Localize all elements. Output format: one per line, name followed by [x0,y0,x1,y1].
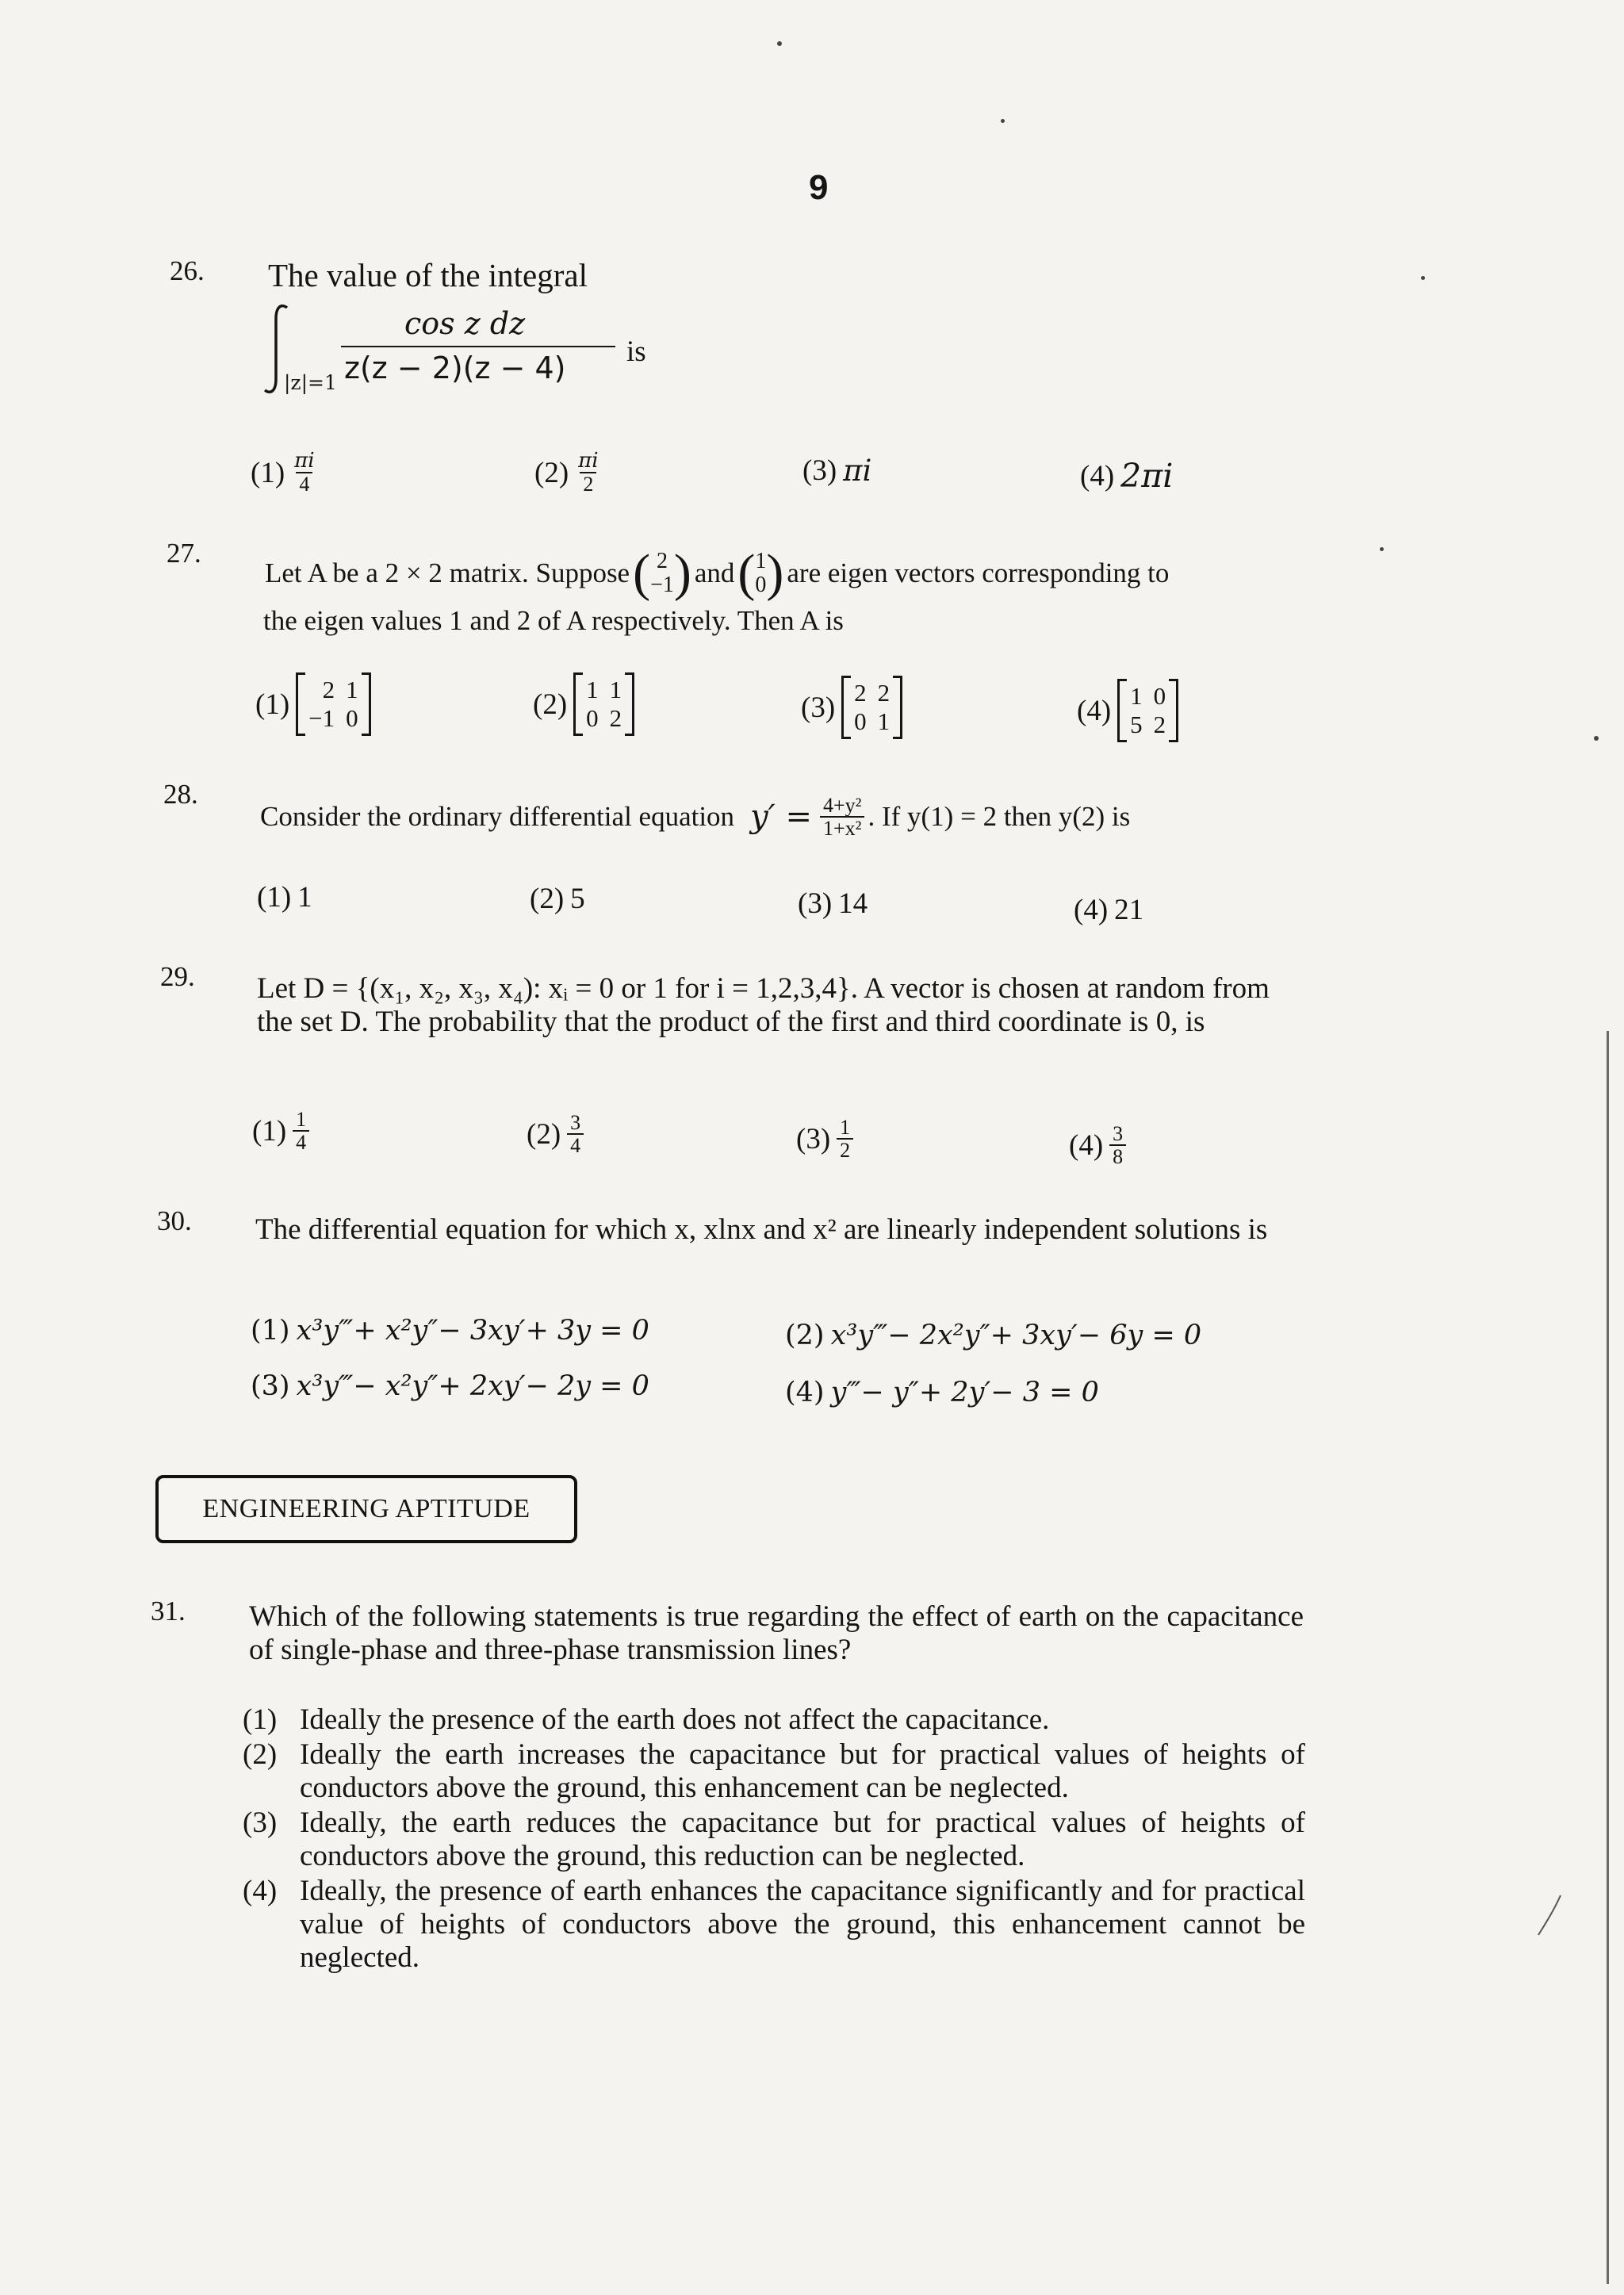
q28-option-2: (2) 5 [530,883,585,915]
scan-speck [1001,119,1005,123]
q28-option-1: (1) 1 [257,881,312,914]
q27-option-2: (2) 1 1 0 2 [533,672,634,736]
q30-option-4: (4) y‴− y″+ 2y′− 3 = 0 [785,1377,1099,1408]
question-29-number: 29. [160,961,195,992]
integrand-numerator: cos z dz [404,306,526,341]
section-title: ENGINEERING APTITUDE [202,1494,530,1523]
question-29-text: Let D = {(x₁, x₂, x₃, x₄): xᵢ = 0 or 1 for i = 1,2,3,4}. A vector is chosen at random from the set D. The probability that the product of the first and third coordinate is 0, is [257,972,1270,1038]
q31-option-2: (2) Ideally the earth increases the capacitance but for practical values of heights of conductors above the ground, this enhancement can be neglected. [243,1738,1305,1804]
scan-speck [777,41,782,46]
question-31-number: 31. [151,1596,186,1626]
integral-contour: |z|=1 [284,371,337,394]
scan-speck [1380,547,1384,551]
q27-option-4: (4) 1 0 5 2 [1077,679,1178,742]
question-27-number: 27. [167,538,201,569]
fraction-bar [341,346,615,347]
q29-option-3: (3) $\frac{1}{2}$ [796,1117,853,1162]
scan-speck [1421,276,1425,280]
page-number: 9 [809,168,829,207]
question-26-text: The value of the integral [268,257,588,293]
q29-option-2: (2) $\frac{3}{4}$ [527,1112,584,1157]
q29-option-1: (1) $\frac{1}{4}$ [252,1109,309,1154]
q28-option-4: (4) 21 [1074,894,1144,926]
q26-option-2: (2) $\frac{\pi i}{2}$ [534,449,599,496]
eigen-vector-2: ( 1 0 ) [737,544,784,602]
question-26-number: 26. [170,255,205,286]
question-27-line-1: Let A be a 2 × 2 matrix. Suppose ( 2 −1 ) and ( 1 0 ) are eigen vectors corresponding to [265,544,1170,602]
q30-option-1: (1) x³y‴+ x²y″− 3xy′+ 3y = 0 [251,1315,649,1347]
question-27-line-2: the eigen values 1 and 2 of A respectively. Then A is [263,605,844,636]
q30-option-3: (3) x³y‴− x²y″+ 2xy′− 2y = 0 [251,1370,649,1402]
q27-option-1: (1) 2 1 −1 0 [255,672,371,736]
q26-option-3: (3) πi [802,454,872,488]
pen-mark-icon [1534,1892,1565,1940]
q26-option-1: (1) $\frac{\pi i}{4}$ [251,449,315,496]
q31-option-3: (3) Ideally, the earth reduces the capacitance but for practical values of heights of conductors above the ground, this reduction can be neglected. [243,1806,1305,1872]
q29-option-4: (4) $\frac{3}{8}$ [1069,1123,1126,1168]
q31-option-1: (1) Ideally the presence of the earth does not affect the capacitance. [243,1703,1050,1736]
scan-edge-line [1607,1031,1609,2284]
q30-option-2: (2) x³y‴− 2x²y″+ 3xy′− 6y = 0 [785,1320,1202,1351]
question-28-number: 28. [163,779,198,810]
question-30-number: 30. [157,1205,192,1236]
q28-option-3: (3) 14 [798,887,868,920]
section-header-engineering-aptitude [155,1475,577,1543]
question-28-text: Consider the ordinary differential equation y′ = $\frac{\text{4+y²}}{\text{1+x²}}$ . If y(1) = 2 then y(2) is [260,794,1131,841]
scan-speck [1594,736,1599,741]
integral-suffix: is [626,335,646,368]
eigen-vector-1: ( 2 −1 ) [633,544,691,602]
question-30-text: The differential equation for which x, xlnx and x² are linearly independent solutions is [255,1213,1268,1246]
q31-options [243,1703,1305,1975]
q26-option-4: (4) 2πi [1080,457,1174,495]
q31-option-4: (4) Ideally, the presence of earth enhances the capacitance significantly and for practical value of heights of conductors above the ground, this enhancement cannot be neglected. [243,1875,1305,1974]
integrand-denominator: z(z − 2)(z − 4) [344,351,566,385]
question-31-text: Which of the following statements is true regarding the effect of earth on the capacitance of single-phase and three-phase transmission lines? [249,1600,1304,1666]
q27-option-3: (3) 2 2 0 1 [801,676,902,739]
